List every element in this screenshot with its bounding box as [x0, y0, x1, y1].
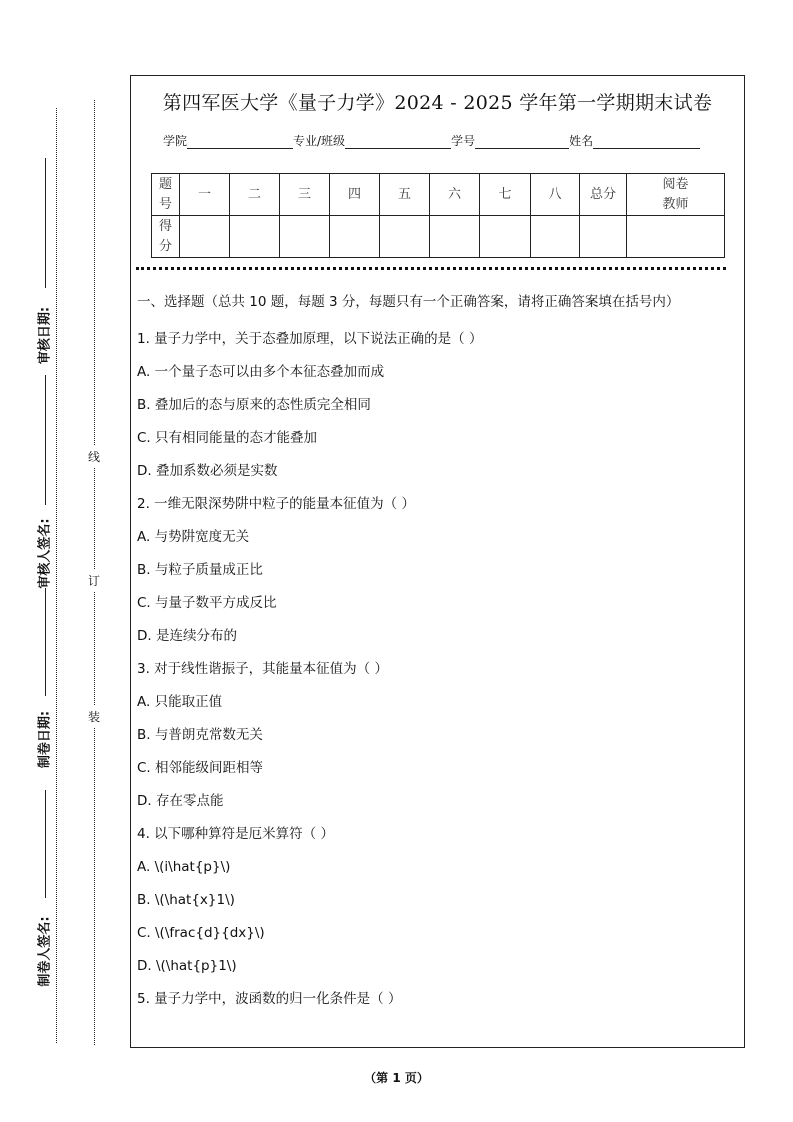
name-field[interactable] [593, 135, 700, 149]
make-date-blank [45, 588, 46, 696]
score-cell[interactable] [230, 216, 280, 258]
maker-blank [45, 790, 46, 898]
question-1: 1. 量子力学中，关于态叠加原理，以下说法正确的是（ ） [137, 331, 483, 347]
exam-title: 第四军医大学《量子力学》2024 - 2025 学年第一学期期末试卷 [162, 92, 713, 114]
option-1d: D. 叠加系数必须是实数 [137, 463, 278, 479]
row-label-score: 得 分 [152, 216, 180, 258]
page-number: （第 1 页） [364, 1071, 429, 1085]
col-header: 八 [531, 174, 580, 216]
option-1a: A. 一个量子态可以由多个本征态叠加而成 [137, 364, 385, 380]
score-cell-grader[interactable] [627, 216, 725, 258]
row-label-question-number: 题 号 [152, 174, 180, 216]
col-header: 四 [330, 174, 380, 216]
reviewer-blank [45, 375, 46, 505]
col-header-total: 总分 [580, 174, 627, 216]
college-label: 学院 [163, 134, 188, 148]
option-2c: C. 与量子数平方成反比 [137, 595, 277, 611]
col-header: 五 [380, 174, 430, 216]
score-table-header-row [152, 174, 725, 216]
question-3: 3. 对于线性谐振子，其能量本征值为（ ） [137, 661, 388, 677]
score-cell[interactable] [480, 216, 531, 258]
option-3b: B. 与普朗克常数无关 [137, 727, 263, 743]
question-content [137, 291, 734, 1016]
option-3a: A. 只能取正值 [137, 694, 223, 710]
score-cell[interactable] [280, 216, 330, 258]
score-cell[interactable] [180, 216, 230, 258]
binding-dotted-line-outer [56, 108, 57, 1043]
student-id-label: 学号 [451, 134, 476, 148]
score-cell[interactable] [380, 216, 430, 258]
score-cell[interactable] [330, 216, 380, 258]
major-class-label: 专业/班级 [293, 134, 346, 148]
exam-frame [130, 75, 745, 1048]
col-header-grader: 阅卷 教师 [627, 174, 725, 216]
college-field[interactable] [187, 135, 293, 149]
option-2b: B. 与粒子质量成正比 [137, 562, 263, 578]
score-cell[interactable] [531, 216, 580, 258]
question-5: 5. 量子力学中，波函数的归一化条件是（ ） [137, 991, 402, 1007]
name-label: 姓名 [569, 134, 594, 148]
option-1b: B. 叠加后的态与原来的态性质完全相同 [137, 397, 371, 413]
student-id-field[interactable] [475, 135, 569, 149]
option-4c: C. \(\frac{d}{dx}\) [137, 925, 265, 941]
binding-char-xian: 线 [88, 446, 100, 467]
option-2a: A. 与势阱宽度无关 [137, 529, 250, 545]
option-4b: B. \(\hat{x}1\) [137, 892, 235, 908]
col-header: 六 [430, 174, 480, 216]
option-4d: D. \(\hat{p}1\) [137, 958, 237, 974]
col-header: 三 [280, 174, 330, 216]
binding-char-ding: 订 [88, 570, 100, 591]
score-cell[interactable] [430, 216, 480, 258]
option-3c: C. 相邻能级间距相等 [137, 760, 264, 776]
col-header: 二 [230, 174, 280, 216]
major-class-field[interactable] [345, 135, 451, 149]
score-table-score-row [152, 216, 725, 258]
reviewer-label: 审核人签名: [37, 518, 53, 589]
option-1c: C. 只有相同能量的态才能叠加 [137, 430, 318, 446]
score-cell-total[interactable] [580, 216, 627, 258]
review-date-label: 审核日期: [37, 306, 53, 365]
review-date-blank [45, 158, 46, 288]
make-date-label: 制卷日期: [37, 710, 53, 769]
score-table [151, 173, 725, 258]
option-2d: D. 是连续分布的 [137, 628, 237, 644]
option-4a: A. \(i\hat{p}\) [137, 859, 231, 875]
maker-label: 制卷人签名: [37, 916, 53, 987]
col-header: 一 [180, 174, 230, 216]
col-header: 七 [480, 174, 531, 216]
question-4: 4. 以下哪种算符是厄米算符（ ） [137, 826, 334, 842]
student-info-row [163, 132, 700, 149]
option-3d: D. 存在零点能 [137, 793, 224, 809]
question-2: 2. 一维无限深势阱中粒子的能量本征值为（ ） [137, 496, 415, 512]
section-heading: 一、选择题（总共 10 题，每题 3 分，每题只有一个正确答案，请将正确答案填在括号内） [137, 294, 680, 310]
dotted-separator [136, 267, 726, 270]
binding-char-zhuang: 装 [88, 706, 100, 727]
